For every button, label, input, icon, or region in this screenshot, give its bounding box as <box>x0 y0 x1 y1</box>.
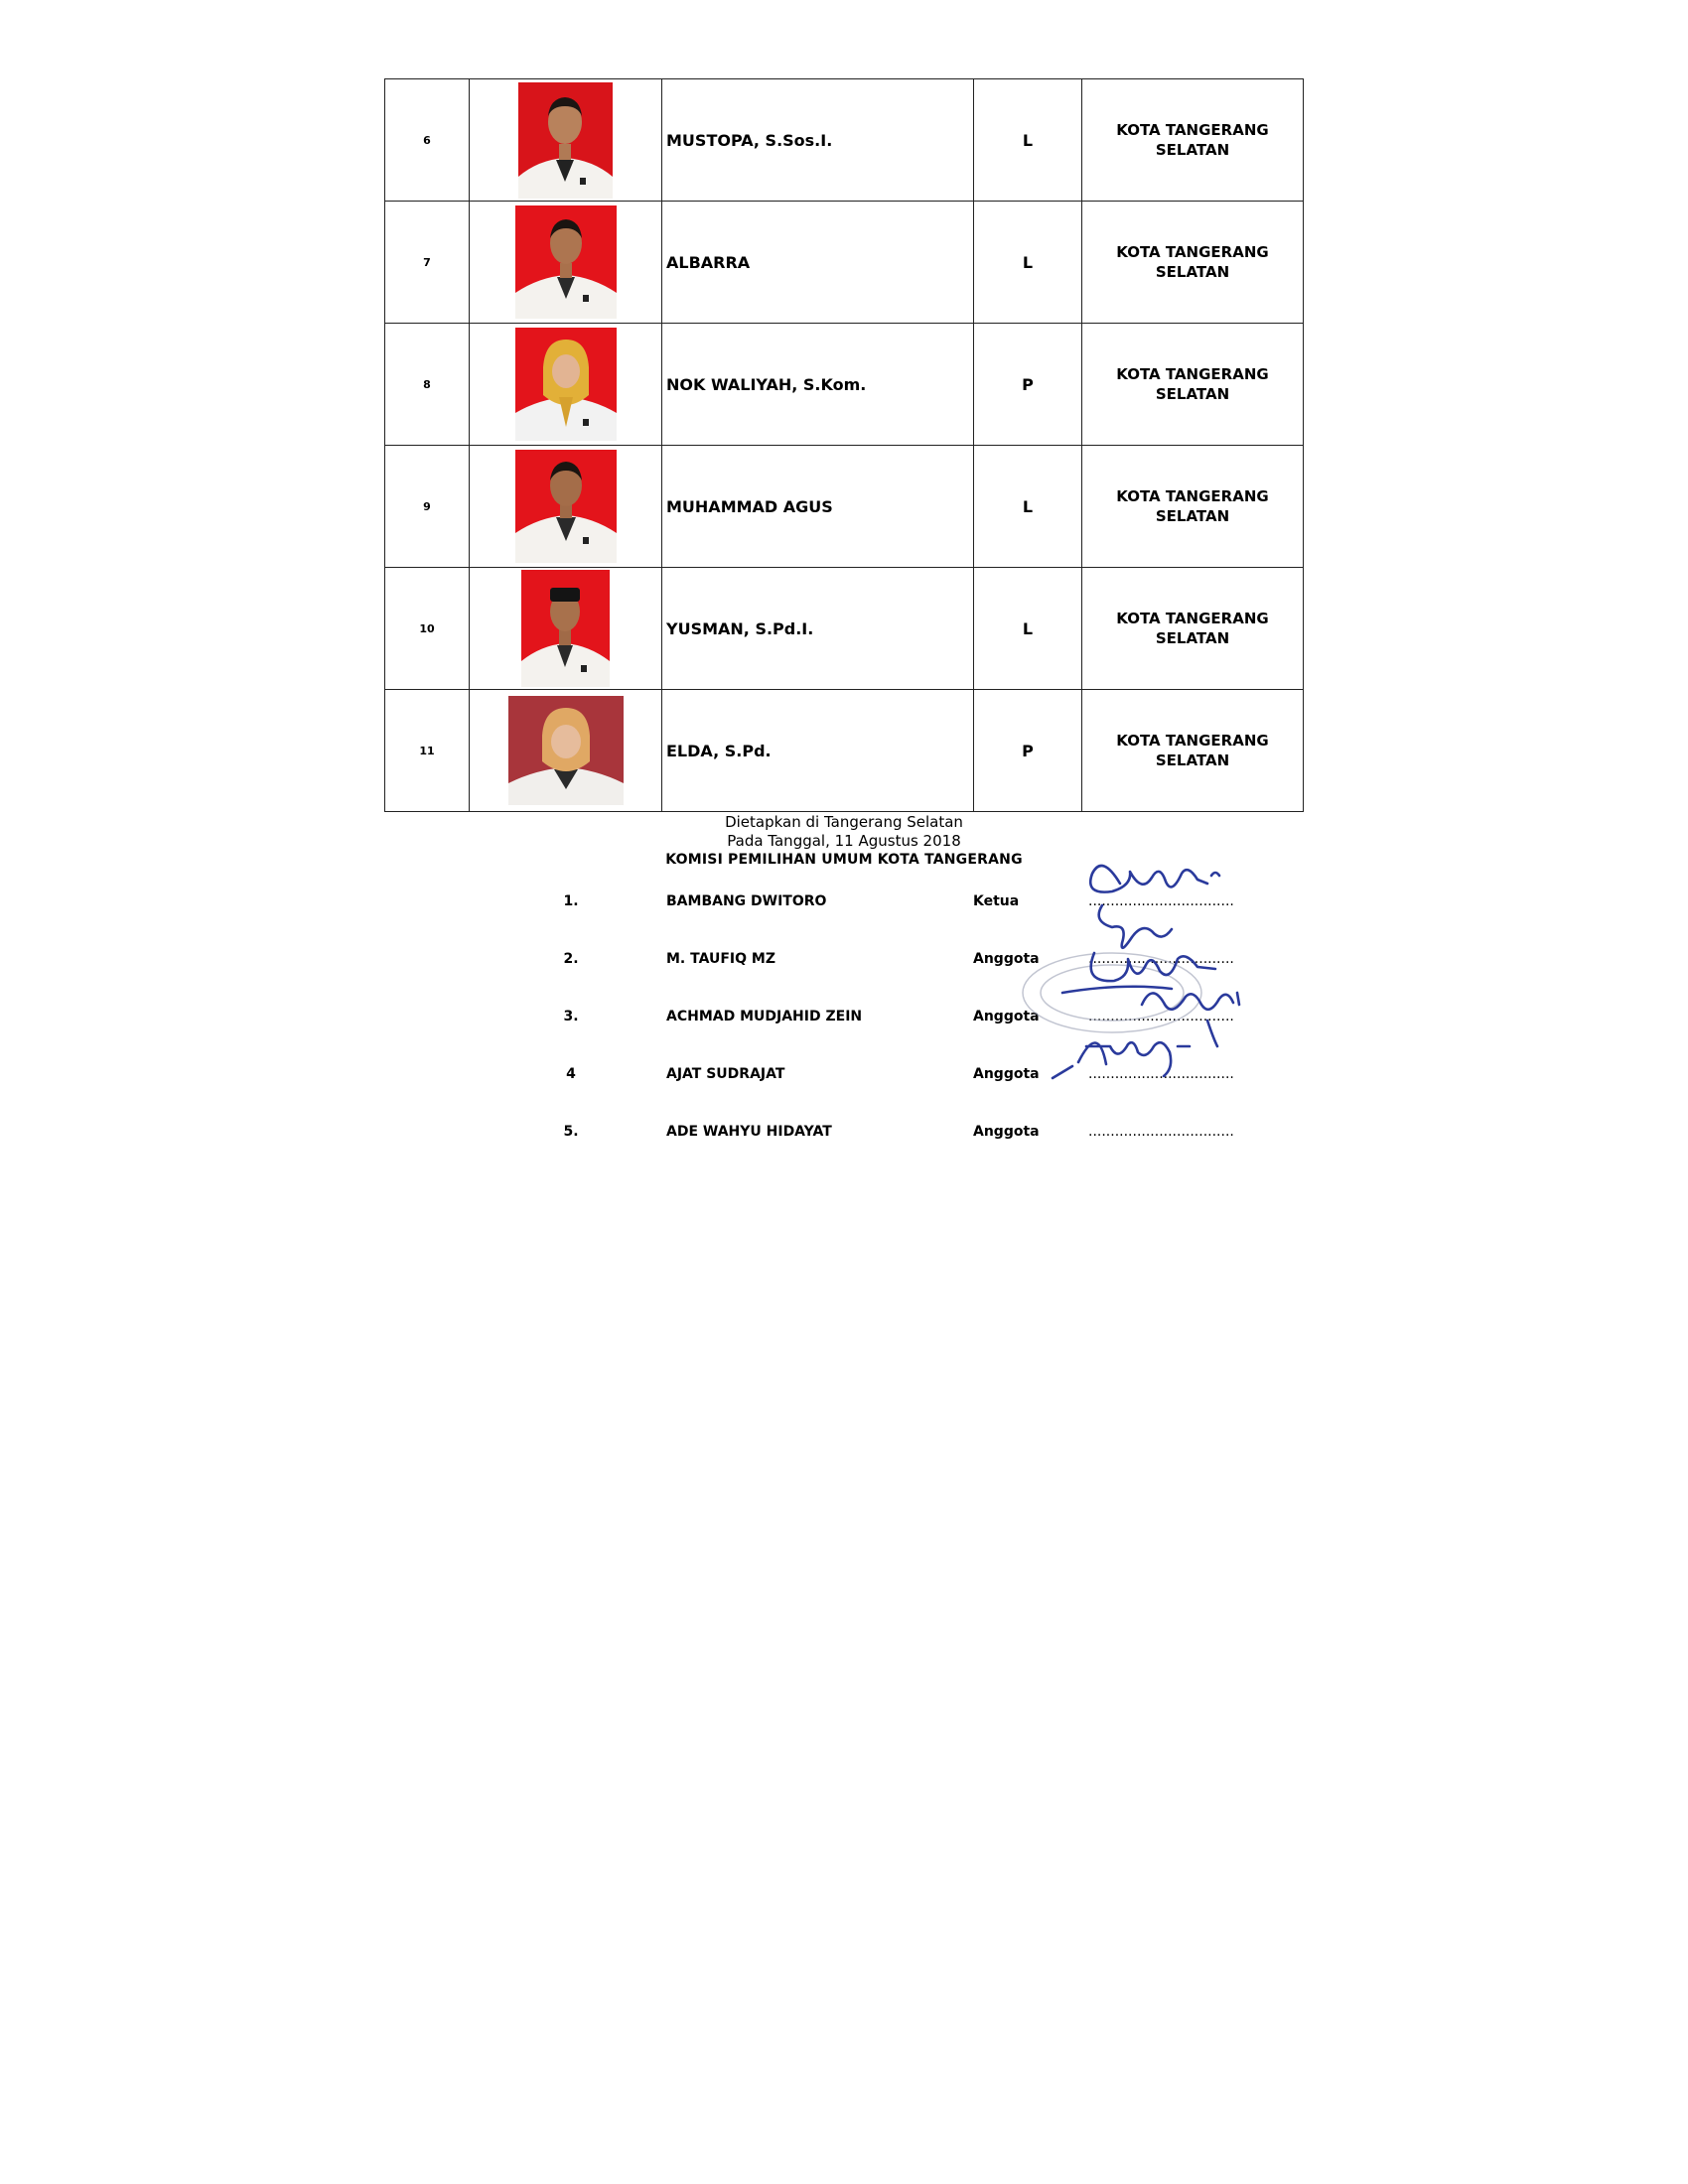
candidate-number: 9 <box>385 446 470 568</box>
candidate-photo <box>518 82 613 199</box>
candidate-sex: P <box>974 690 1082 812</box>
table-row <box>385 690 1304 812</box>
candidate-name: MUHAMMAD AGUS <box>662 446 974 568</box>
candidate-area <box>1082 324 1304 446</box>
area-line-2: SELATAN <box>1155 751 1230 769</box>
candidate-table <box>384 78 1304 812</box>
candidate-area <box>1082 202 1304 324</box>
signatory-name: M. TAUFIQ MZ <box>666 951 775 967</box>
area-line-1: KOTA TANGERANG <box>1116 610 1269 627</box>
area-line-1: KOTA TANGERANG <box>1116 365 1269 383</box>
signatory-role: Anggota <box>973 1124 1040 1140</box>
signatory-number: 1. <box>563 893 579 909</box>
candidate-photo <box>508 696 624 805</box>
signatory-row <box>0 893 1688 913</box>
signatory-number: 4 <box>566 1066 576 1082</box>
signature-line: ................................. <box>1088 1124 1234 1140</box>
area-line-2: SELATAN <box>1155 385 1230 403</box>
signature-line: ................................. <box>1088 1009 1234 1024</box>
table-row <box>385 202 1304 324</box>
signatory-role: Anggota <box>973 951 1040 967</box>
signatory-name: AJAT SUDRAJAT <box>666 1066 785 1082</box>
candidate-number: 7 <box>385 202 470 324</box>
area-line-2: SELATAN <box>1155 141 1230 159</box>
candidate-name: ELDA, S.Pd. <box>662 690 974 812</box>
signatory-role: Ketua <box>973 893 1020 909</box>
table-row <box>385 79 1304 202</box>
organization-name: KOMISI PEMILIHAN UMUM KOTA TANGERANG <box>665 852 1023 868</box>
area-line-2: SELATAN <box>1155 507 1230 525</box>
candidate-number: 6 <box>385 79 470 202</box>
candidate-number: 10 <box>385 568 470 690</box>
candidate-photo <box>515 450 617 563</box>
signatory-number: 5. <box>563 1124 579 1140</box>
candidate-sex: L <box>974 446 1082 568</box>
signatory-row <box>0 1009 1688 1028</box>
signatory-number: 3. <box>563 1009 579 1024</box>
signature-line: ................................. <box>1088 1066 1234 1082</box>
signatory-role: Anggota <box>973 1066 1040 1082</box>
area-line-1: KOTA TANGERANG <box>1116 487 1269 505</box>
handwritten-signatures-icon <box>1053 866 1239 1078</box>
candidate-number: 11 <box>385 690 470 812</box>
candidate-sex: L <box>974 202 1082 324</box>
candidate-name: ALBARRA <box>662 202 974 324</box>
candidate-area <box>1082 690 1304 812</box>
area-line-1: KOTA TANGERANG <box>1116 121 1269 139</box>
area-line-2: SELATAN <box>1155 263 1230 281</box>
signature-line: ................................. <box>1088 951 1234 967</box>
candidate-area <box>1082 568 1304 690</box>
table-row <box>385 446 1304 568</box>
signatory-role: Anggota <box>973 1009 1040 1024</box>
candidate-area <box>1082 79 1304 202</box>
signatory-name: ACHMAD MUDJAHID ZEIN <box>666 1009 863 1024</box>
candidate-sex: P <box>974 324 1082 446</box>
candidate-number: 8 <box>385 324 470 446</box>
candidate-name: YUSMAN, S.Pd.I. <box>662 568 974 690</box>
table-row <box>385 324 1304 446</box>
signatory-name: BAMBANG DWITORO <box>666 893 827 909</box>
enactment-place: Dietapkan di Tangerang Selatan <box>725 813 963 831</box>
candidate-sex: L <box>974 79 1082 202</box>
candidate-photo <box>515 205 617 319</box>
enactment-date: Pada Tanggal, 11 Agustus 2018 <box>727 832 961 850</box>
table-row <box>385 568 1304 690</box>
candidate-photo <box>515 328 617 441</box>
signatory-row <box>0 951 1688 971</box>
area-line-2: SELATAN <box>1155 629 1230 647</box>
candidate-area <box>1082 446 1304 568</box>
area-line-1: KOTA TANGERANG <box>1116 732 1269 750</box>
signatory-name: ADE WAHYU HIDAYAT <box>666 1124 832 1140</box>
signatory-number: 2. <box>563 951 579 967</box>
candidate-sex: L <box>974 568 1082 690</box>
signatures-and-stamp <box>1003 834 1321 1132</box>
candidate-name: NOK WALIYAH, S.Kom. <box>662 324 974 446</box>
area-line-1: KOTA TANGERANG <box>1116 243 1269 261</box>
candidate-photo <box>521 570 610 687</box>
signature-line: ................................. <box>1088 893 1234 909</box>
signatory-row <box>0 1124 1688 1144</box>
signatory-row <box>0 1066 1688 1086</box>
candidate-name: MUSTOPA, S.Sos.I. <box>662 79 974 202</box>
